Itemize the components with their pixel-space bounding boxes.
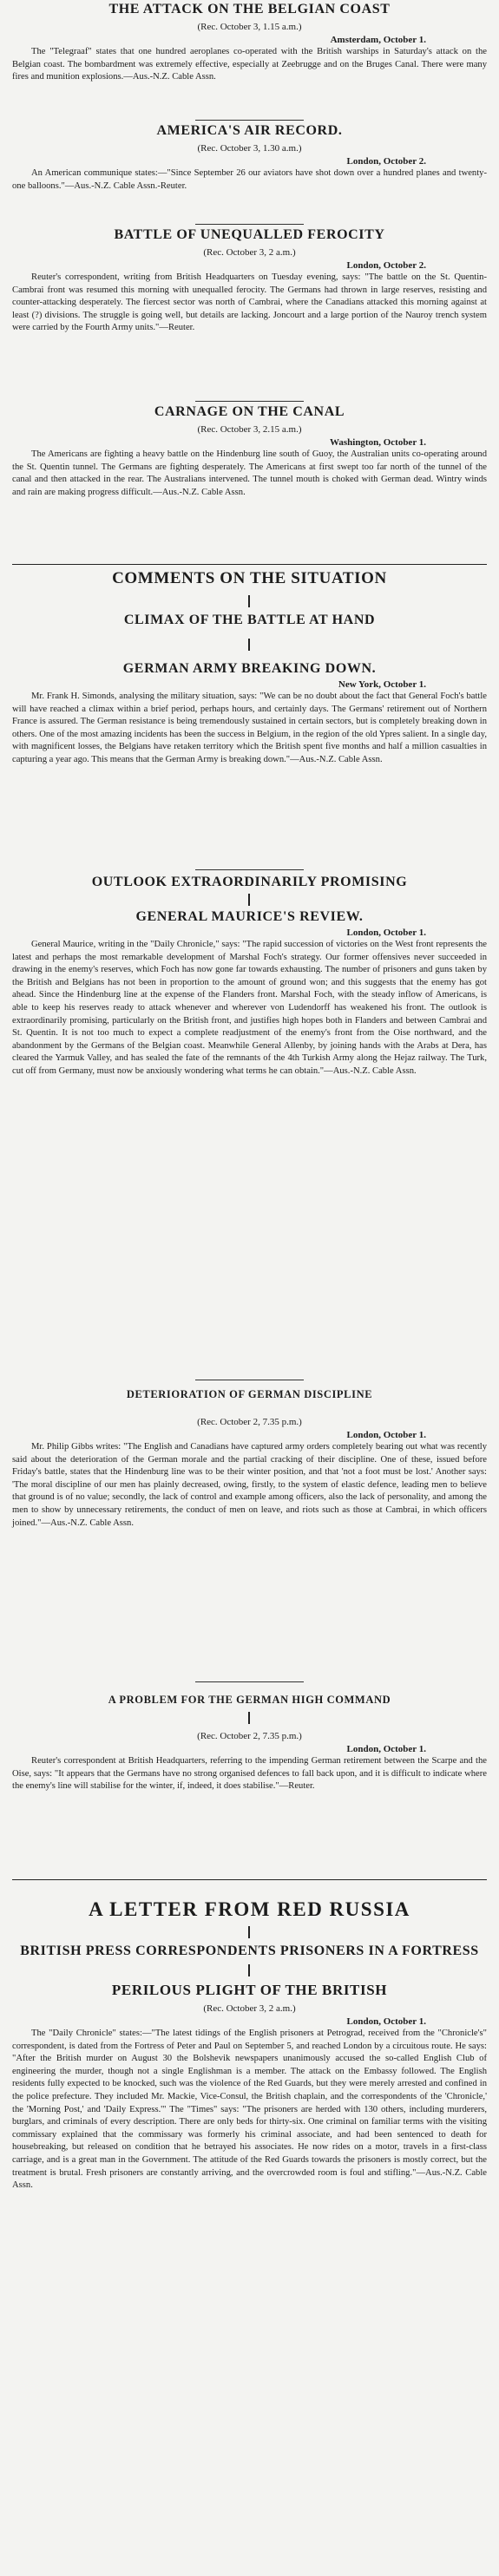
headline: BATTLE OF UNEQUALLED FEROCITY	[114, 227, 385, 242]
headline: DETERIORATION OF GERMAN DISCIPLINE	[126, 1388, 373, 1400]
dateline: London, October 2.	[346, 260, 426, 271]
article-carnage	[12, 404, 487, 499]
article-high-command	[12, 1694, 487, 1793]
article-outlook	[12, 875, 487, 1078]
section-rule	[12, 1879, 487, 1880]
article-body: Reuter's correspondent, writing from British Headquarters on Tuesday evening, says: "The battle on the St. Quentin-Cambrai front was resumed this morning with unequalled ferocity. The Germans had thrown in large reserves, resisting and counter-attacking desperately. The fiercest sector was north of Cambrai, where the Canadians attacked this morning against at least (?) divisions. The struggle is going well, but details are lacking. Joncourt and a large portion of the Nauroy trench system were carried by the Fourth Army units."—Reuter.	[12, 272, 487, 333]
article-body: An American communique states:—"Since September 26 our aviators have shot down over a hundred planes and twenty-one balloons."—Aus.-N.Z. Cable Assn.-Reuter.	[12, 168, 487, 191]
section-subhead: CLIMAX OF THE BATTLE AT HAND	[123, 613, 376, 627]
column-mark	[248, 1964, 250, 1976]
headline: A PROBLEM FOR THE GERMAN HIGH COMMAND	[108, 1694, 391, 1706]
divider-rule	[195, 120, 304, 121]
received-time: (Rec. October 3, 1.30 a.m.)	[197, 143, 302, 154]
section-rule	[12, 564, 487, 565]
dateline: London, October 1.	[346, 1430, 426, 1440]
article-air-record	[12, 123, 487, 193]
dateline: London, October 1.	[346, 1744, 426, 1754]
divider-rule	[195, 224, 304, 225]
feature-headline: A LETTER FROM RED RUSSIA	[89, 1898, 410, 1920]
dateline: Washington, October 1.	[329, 437, 426, 448]
article-body: The Americans are fighting a heavy battle on the Hindenburg line south of Guoy, the Australian units co-operating around the St. Quentin tunnel. The Germans are fighting desperately. The Americans at first swept too far north of the tunnel of the canal and then attacked in the rear. The Australians intervened. The tunnel mouth is choked with German dead. Wintry winds and rain are making progress difficult.—Aus.-N.Z. Cable Assn.	[12, 449, 487, 497]
headline: GERMAN ARMY BREAKING DOWN.	[122, 661, 377, 676]
dateline: London, October 1.	[346, 2016, 426, 2027]
dateline: New York, October 1.	[338, 679, 426, 690]
received-time: (Rec. October 3, 2 a.m.)	[203, 247, 296, 258]
received-time: (Rec. October 2, 7.35 p.m.)	[197, 1731, 302, 1741]
feature-subhead-2: PERILOUS PLIGHT OF THE BRITISH	[111, 1982, 388, 1998]
article-body: Mr. Frank H. Simonds, analysing the military situation, says: "We can be no doubt about the fact that General Foch's battle will have reached a climax within a brief period, perhaps hours, and certainly days. The Germans' retirement out of Northern France is assured. The German resistance is being tremendously sustained in certain sectors, but is completely breaking down in others. One of the most amazing incidents has been the success in Belgium, in the region of the old Ypres salient. In a single day, with magnificent losses, the Belgians have retaken territory which the British spent five months and half a million casualties in capturing a year ago. This means that the German Army is breaking down."—Aus.-N.Z. Cable Assn.	[12, 692, 487, 764]
headline: THE ATTACK ON THE BELGIAN COAST	[108, 2, 391, 16]
column-mark	[248, 639, 250, 651]
feature-subhead: BRITISH PRESS CORRESPONDENTS PRISONERS IN A FORTRESS	[20, 1943, 479, 1958]
article-body: General Maurice, writing in the "Daily Chronicle," says: "The rapid succession of victories on the West front represents the latest and perhaps the most remarkable development of Marshal Foch's strategy. Our former offensives never succeeded in drawing in the enemy's reserves, which Foch has now gone far towards exhausting. The number of prisoners and guns taken by the British and Belgians has not been in proportion to the amount of ground won; and this suggests that the enemy has got ahead. Since the Hindenburg line at the expense of the Flanders front. Marshal Foch, with the steady inflow of Americans, is able to keep his reserves ready to attack whenever and wherever von Ludendorff has weakened his front. The outlook is extraordinarily promising, particularly on the British front, and justifies high hopes both in Flanders and between Cambrai and St. Quentin. It is not too much to expect a complete readjustment of the enemy's front from the Oise northward, and the abandonment by the Germans of the Belgian coast. Meanwhile General Allenby, by joining hands with the Arabs at Dera, has cleared the Yarmuk Valley, and has sealed the fate of the remnants of the 4th Turkish Army along the Hejaz railway. The Turk, cut off from Germany, must now be anxiously wondering what terms he can obtain."—Aus.-N.Z. Cable Assn.	[12, 940, 487, 1076]
headline: OUTLOOK EXTRAORDINARILY PROMISING	[91, 875, 408, 889]
article-body: The "Telegraaf" states that one hundred aeroplanes co-operated with the British warships in Saturday's attack on the Belgian coast. The bombardment was extremely effective, especially at Zeebrugge and on the Bruges Canal. There were many fires and munition explosions.—Aus.-N.Z. Cable Assn.	[12, 47, 487, 82]
divider-rule	[195, 401, 304, 402]
dateline: Amsterdam, October 1.	[330, 35, 426, 45]
subhead: GENERAL MAURICE'S REVIEW.	[135, 909, 364, 924]
received-time: (Rec. October 2, 7.35 p.m.)	[197, 1417, 302, 1427]
article-discipline	[12, 1388, 487, 1530]
column-mark	[248, 1712, 250, 1724]
dateline: London, October 2.	[346, 156, 426, 167]
received-time: (Rec. October 3, 1.15 a.m.)	[197, 22, 302, 32]
article-body: The "Daily Chronicle" states:—"The latest tidings of the English prisoners at Petrograd, received from the "Chronicle's" correspondent, is dated from the Fortress of Peter and Paul on September 5, and reached London by a circuitous route. He says: "After the British murder on August 30 the Bolshevik newspapers unanimously accused the so-called English Club of engineering the murder, though not a single Englishman is a member. The attack on the Embassy followed. The English residents fully expected to be knocked, such was the violence of the Red Guards, but they were merely arrested and confined in the police prefecture. They included Mr. Mackie, Vice-Consul, the British chaplain, and the correspondents of the 'Chronicle,' the 'Morning Post,' and 'Daily Express.'" The "Times" says: "The prisoners are herded with 130 others, including murderers, burglars, and criminals of every description. There are only beds for thirty-six. One criminal on familiar terms with the visiting commissary explained that the commissary was formerly his criminal associate, and had been sentenced to death for housebreaking, but released on condition that he betrayed his associates. He now rides on a motor, travels in a first-class carriage, and is a great man in the Government. The attitude of the Red Guards towards the prisoners is mostly correct, but the treatment is brutal. Fresh prisoners are constantly arriving, and the overcrowded room is foul and stifling."—Aus.-N.Z. Cable Assn.	[12, 2029, 487, 2191]
headline: AMERICA'S AIR RECORD.	[156, 123, 343, 138]
article-belgian-coast	[12, 2, 487, 84]
article-ferocity	[12, 227, 487, 335]
received-time: (Rec. October 3, 2 a.m.)	[203, 2003, 296, 2014]
received-time: (Rec. October 3, 2.15 a.m.)	[197, 424, 302, 435]
article-red-russia	[12, 1898, 487, 2193]
section-subhead-block	[12, 613, 487, 628]
column-mark	[248, 1926, 250, 1938]
column-mark	[248, 894, 250, 906]
section-headline: COMMENTS ON THE SITUATION	[112, 569, 387, 587]
article-body: Mr. Philip Gibbs writes: "The English and Canadians have captured army orders completely bearing out what was recently said about the deterioration of the German morale and the partial cracking of their discipline. One of these, issued before Friday's battle, states that the Hindenburg line was to be their winter position, and that 'not a foot must be lost.' Another says: 'The moral discipline of our men has plainly decreased, owing, firstly, to the system of elastic defence, leading men to believe that ground is of no value; secondly, the lack of control and example among officers, also the lack of personality, and among the men to show by unnecessary retirements, the conduct of men on leave, and riots such as those at Cambrai, in which officers joined."—Aus.-N.Z. Cable Assn.	[12, 1442, 487, 1528]
column-mark	[248, 595, 250, 607]
divider-rule	[195, 1681, 304, 1682]
dateline: London, October 1.	[346, 927, 426, 938]
headline: CARNAGE ON THE CANAL	[154, 404, 345, 419]
article-army-breaking	[12, 661, 487, 767]
divider-rule	[195, 869, 304, 870]
article-body: Reuter's correspondent at British Headquarters, referring to the impending German retirement between the Scarpe and the Oise, says: "It appears that the Germans have no strong organised defences to fall back upon, and it is difficult to indicate where the enemy's line will stabilise for the winter, if, indeed, it does stabilise."—Reuter.	[12, 1756, 487, 1792]
section-comments	[12, 569, 487, 588]
